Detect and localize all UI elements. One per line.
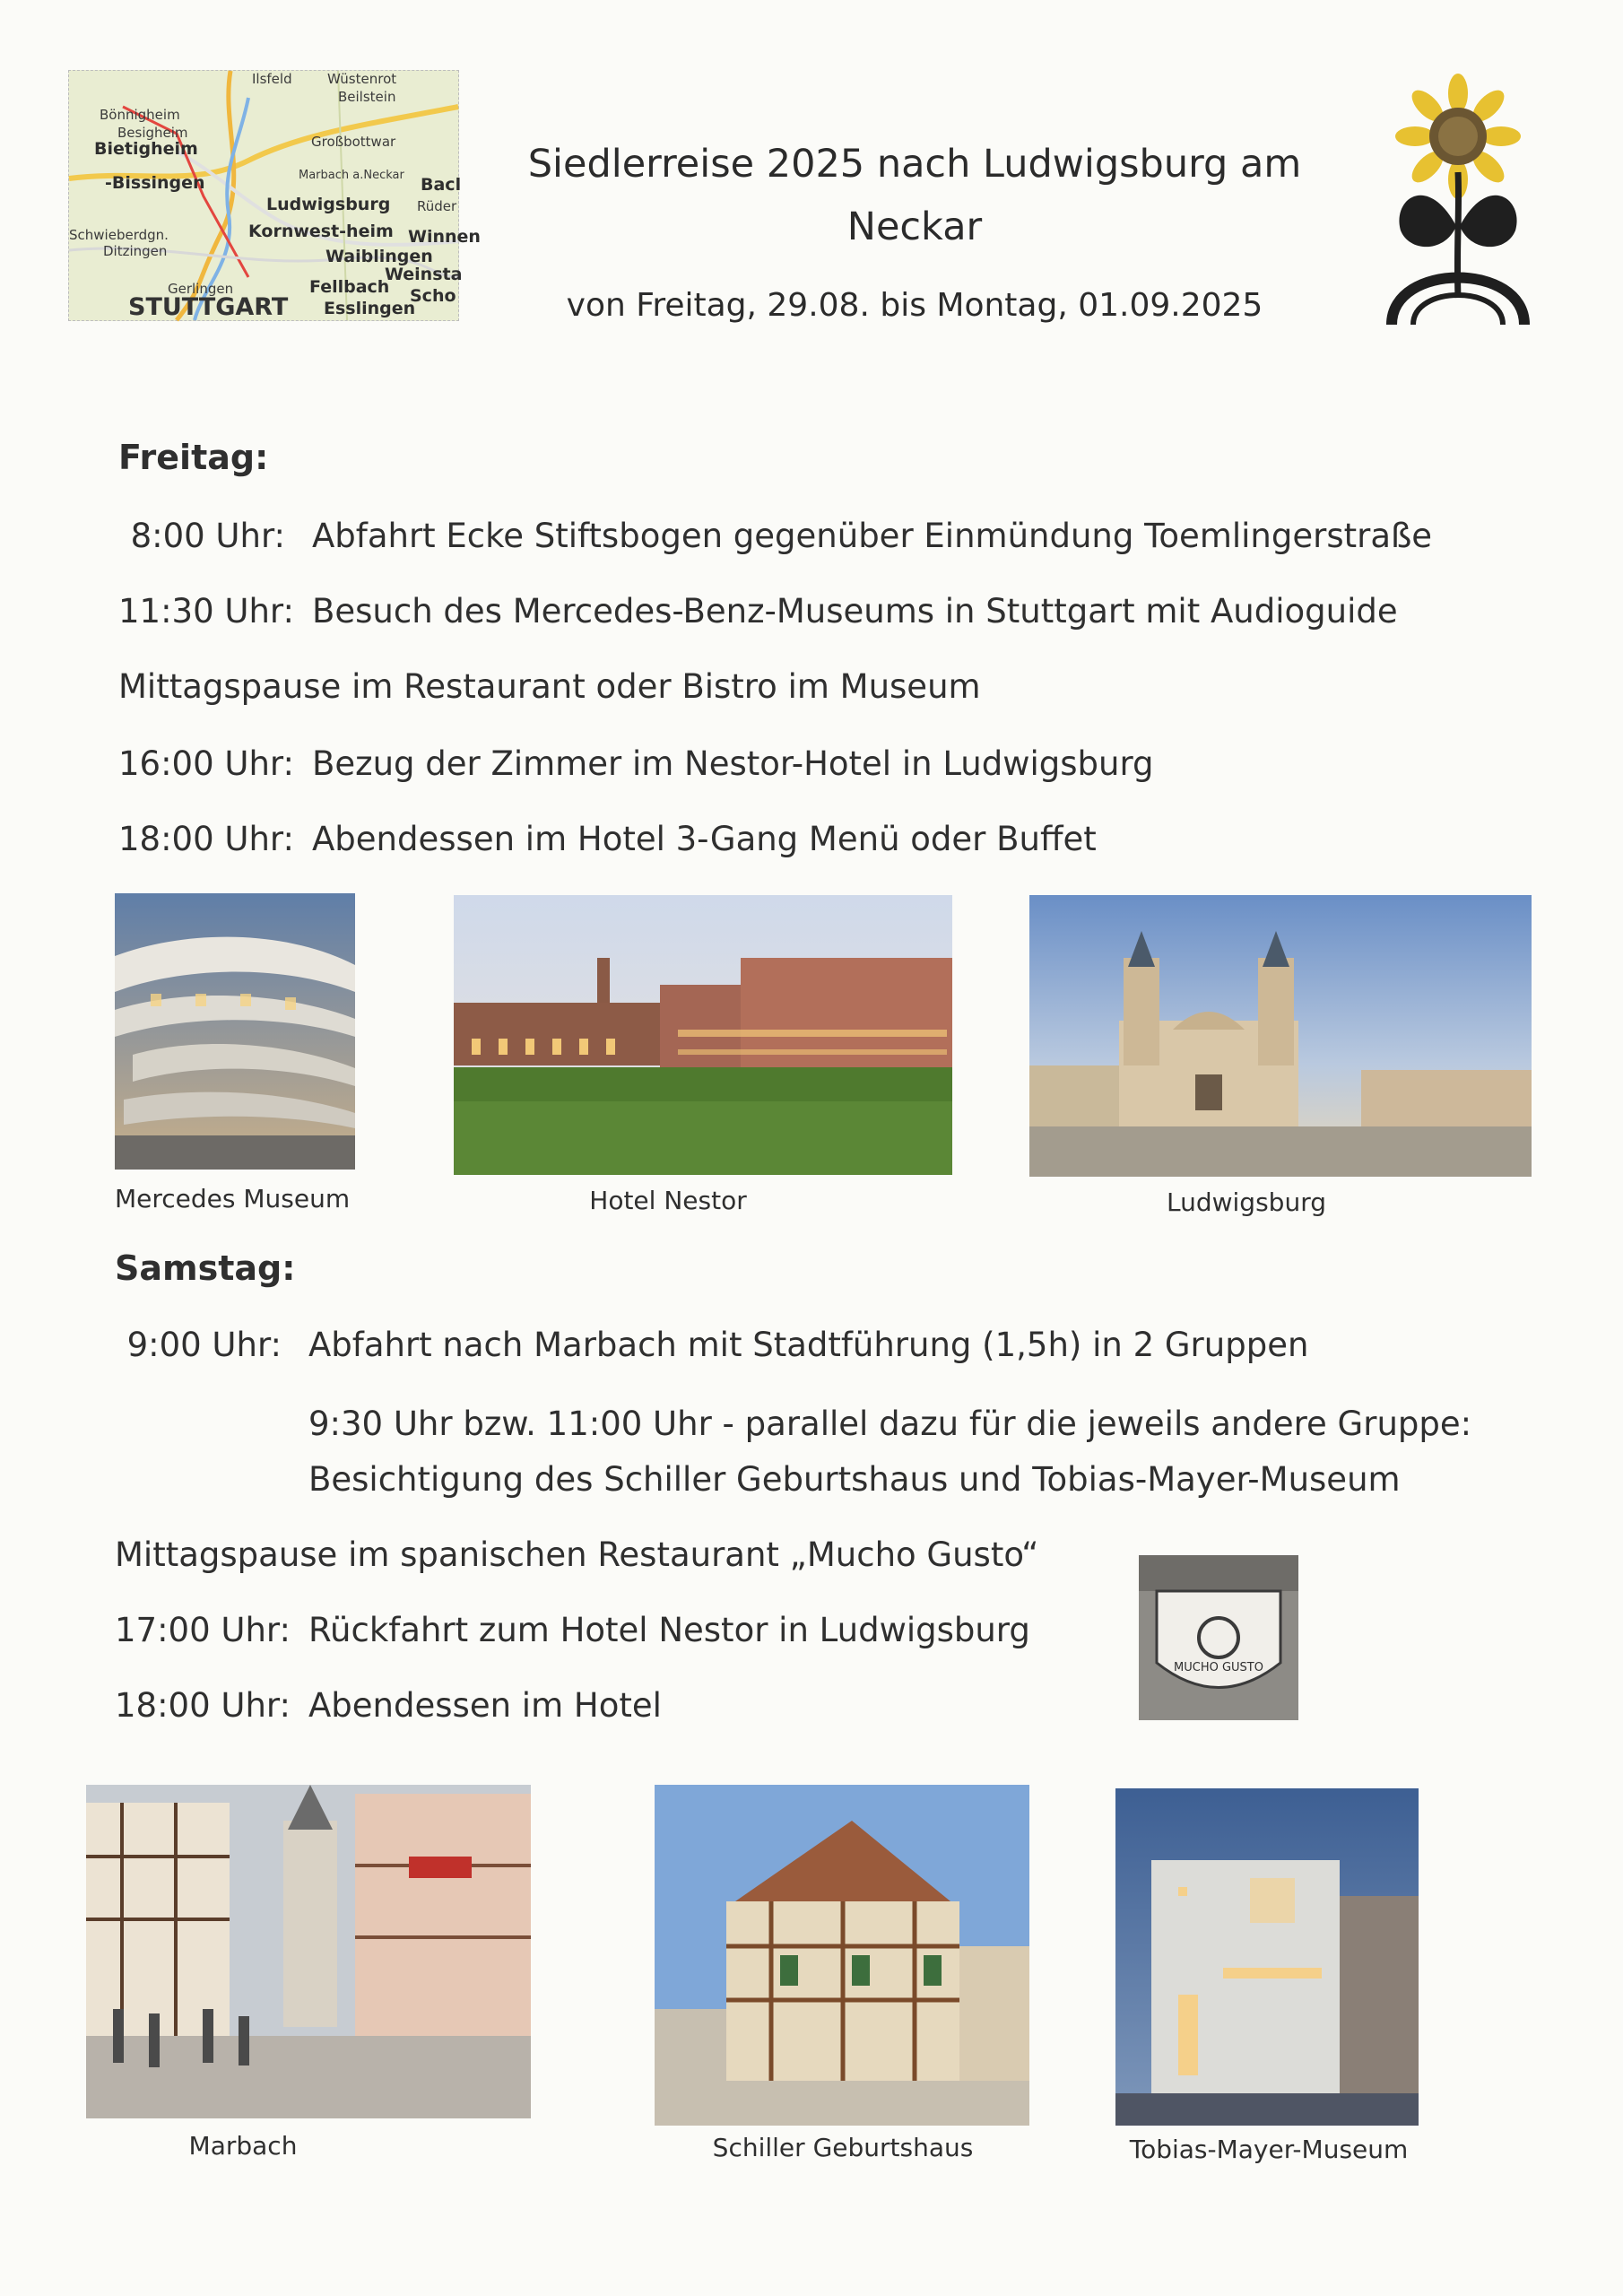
schedule-row [118, 517, 1433, 555]
map-label: Ditzingen [103, 243, 168, 259]
schedule-row [118, 820, 1097, 858]
schedule-time: 8:00 Uhr: [130, 517, 285, 555]
map-label: Wüstenrot [327, 71, 397, 87]
schedule-text: Mittagspause im Restaurant oder Bistro im Museum [118, 667, 981, 706]
schedule-text: Bezug der Zimmer im Nestor-Hotel in Ludwigsburg [312, 744, 1154, 783]
schedule-text: Mittagspause im spanischen Restaurant „Mucho Gusto“ [115, 1535, 1039, 1574]
photo-caption: Ludwigsburg [1167, 1187, 1326, 1217]
schedule-text: 9:30 Uhr bzw. 11:00 Uhr - parallel dazu für die jeweils andere Gruppe: [308, 1405, 1472, 1443]
schedule-text: Rückfahrt zum Hotel Nestor in Ludwigsburg [308, 1611, 1030, 1649]
schedule-text: Abendessen im Hotel [308, 1686, 662, 1725]
schedule-time: 18:00 Uhr: [118, 820, 294, 858]
map-label: Kornwest-heim [248, 222, 394, 241]
map-label: Scho [410, 286, 456, 306]
mucho-gusto-sign-photo [1139, 1555, 1298, 1720]
map-label: Schwieberdgn. [69, 227, 169, 243]
page-title [484, 133, 1345, 258]
schedule-row [118, 667, 981, 706]
marbach-photo [86, 1785, 531, 2118]
schedule-text: Abendessen im Hotel 3-Gang Menü oder Buffet [312, 820, 1097, 858]
sign-text: MUCHO GUSTO [1174, 1661, 1263, 1674]
photo-caption: Marbach [188, 2131, 298, 2161]
friday-heading: Freitag: [118, 438, 269, 477]
schedule-time: 9:00 Uhr: [126, 1326, 282, 1364]
map-label: -Bissingen [105, 173, 205, 193]
map-label: Gerlingen [168, 281, 234, 297]
map-label: Großbottwar [311, 134, 396, 150]
schedule-time: 16:00 Uhr: [118, 744, 294, 783]
sunflower-logo-icon [1374, 74, 1542, 325]
schedule-text: Besichtigung des Schiller Geburtshaus und Tobias-Mayer-Museum [308, 1460, 1401, 1499]
photo-caption: Mercedes Museum [115, 1184, 351, 1213]
schedule-time: 18:00 Uhr: [115, 1686, 291, 1725]
map-label: Ludwigsburg [266, 195, 391, 214]
schedule-row [115, 1611, 1030, 1649]
trip-dates: von Freitag, 29.08. bis Montag, 01.09.2025 [566, 287, 1263, 324]
hotel-nestor-photo [454, 895, 952, 1175]
title-line-1: Siedlerreise 2025 nach Ludwigsburg am [527, 142, 1302, 187]
map-label: Bietigheim [94, 139, 198, 159]
tobias-mayer-museum-photo [1115, 1788, 1419, 2126]
mercedes-museum-photo [115, 893, 355, 1170]
photo-caption: Schiller Geburtshaus [712, 2133, 974, 2162]
title-line-2: Neckar [846, 204, 983, 249]
map-label: Rüder [417, 198, 457, 214]
map-label: Beilstein [338, 89, 396, 105]
photo-caption: Tobias-Mayer-Museum [1129, 2135, 1409, 2164]
map-label: Besigheim [117, 125, 188, 141]
schiller-geburtshaus-photo [655, 1785, 1029, 2126]
ludwigsburg-photo [1029, 895, 1532, 1177]
schedule-text: Besuch des Mercedes-Benz-Museums in Stuttgart mit Audioguide [312, 592, 1398, 631]
photo-caption: Hotel Nestor [589, 1186, 747, 1215]
map-label: Bacl [421, 175, 462, 195]
map-label: Waiblingen [325, 247, 433, 266]
map-label: STUTTGART [128, 293, 289, 321]
schedule-row [115, 1326, 1309, 1364]
map-label: Esslingen [324, 299, 416, 318]
map-label: Fellbach [309, 277, 390, 297]
schedule-text: Abfahrt Ecke Stiftsbogen gegenüber Einmündung Toemlingerstraße [312, 517, 1433, 555]
map-label: Bönnigheim [100, 107, 180, 123]
schedule-row [115, 1686, 662, 1725]
map-label: Weinsta [385, 265, 463, 284]
schedule-row [118, 744, 1154, 783]
saturday-heading: Samstag: [115, 1248, 296, 1288]
schedule-text: Abfahrt nach Marbach mit Stadtführung (1,5h) in 2 Gruppen [308, 1326, 1309, 1364]
map-label: Winnen [408, 227, 481, 247]
schedule-row [118, 592, 1398, 631]
map-label: Marbach a.Neckar [299, 169, 404, 182]
route-map-image [68, 70, 481, 321]
schedule-time: 11:30 Uhr: [118, 592, 294, 631]
map-label: Ilsfeld [252, 71, 292, 87]
schedule-time: 17:00 Uhr: [115, 1611, 291, 1649]
